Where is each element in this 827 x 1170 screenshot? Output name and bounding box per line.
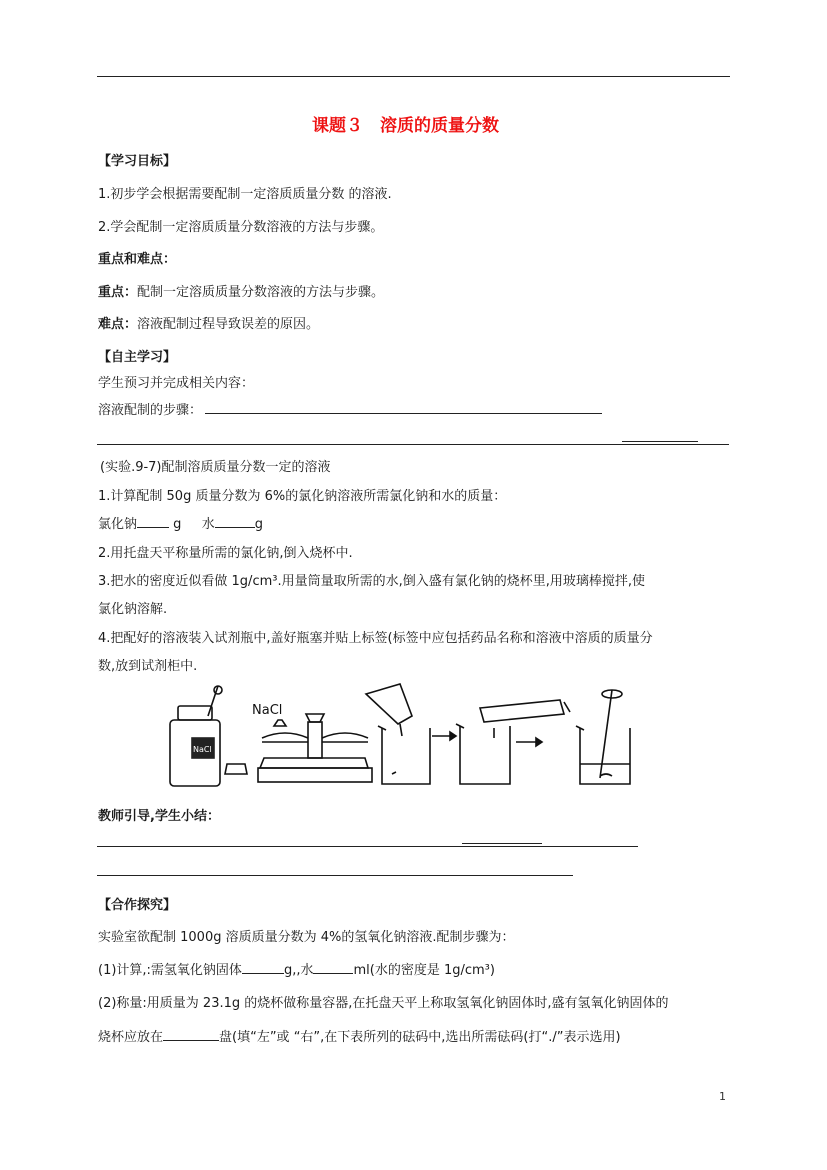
calculation-line <box>98 959 495 978</box>
water-unit: g <box>254 517 263 532</box>
step-3-line-1: 3.把水的密度近似看做 1g/cm³.用量筒量取所需的水,倒入盛有氯化钠的烧杯里,用玻璃棒搅拌,使 <box>98 574 645 589</box>
step-4-line-2: 数,放到试剂柜中. <box>98 659 198 674</box>
water-blank[interactable] <box>215 514 255 528</box>
step-2: 2.用托盘天平称量所需的氯化钠,倒入烧杯中. <box>98 546 353 561</box>
summary-line-2 <box>97 875 573 876</box>
nacl-water-line <box>98 513 263 532</box>
nacl-label: 氯化钠 <box>98 517 138 532</box>
cooperative-intro: 实验室欲配制 1000g 溶质质量分数为 4%的氢氧化钠溶液.配制步骤为： <box>98 930 515 945</box>
difficulty-line <box>98 313 319 332</box>
beaker-with-funnel-icon <box>366 684 430 784</box>
steps-answer-line <box>205 413 602 414</box>
balance-icon <box>258 714 372 782</box>
calc-prefix: (1)计算,:需氢氧化钠固体 <box>98 963 242 978</box>
header-rule <box>97 76 730 77</box>
key-point-line <box>98 281 384 300</box>
objective-item: 2.学会配制一定溶质质量分数溶液的方法与步骤。 <box>98 220 384 235</box>
key-text: 配制一定溶质质量分数溶液的方法与步骤。 <box>137 285 385 300</box>
weigh-suffix: 盘(填“左”或 “右”,在下表所列的砝码中,选出所需砝码(打“./”表示选用) <box>219 1030 621 1045</box>
experiment-figure <box>160 680 640 792</box>
page-number: 1 <box>719 1090 726 1103</box>
weighing-line-1: (2)称量:用质量为 23.1g 的烧杯做称量容器,在托盘天平上称取氢氧化钠固体时,盛有氢氧化钠固体的 <box>98 996 669 1011</box>
bottle-nacl-label: NaCl <box>193 745 212 754</box>
summary-line-1 <box>97 846 638 847</box>
stopper-icon <box>225 764 247 774</box>
steps-label: 溶液配制的步骤： <box>98 403 203 418</box>
naoh-mass-blank[interactable] <box>242 960 284 974</box>
arrow-icon <box>516 738 542 746</box>
objective-item: 1.初步学会根据需要配制一定溶质质量分数 的溶液. <box>98 187 392 202</box>
reagent-bottle-icon <box>170 686 222 786</box>
step-4-line-1: 4.把配好的溶液装入试剂瓶中,盖好瓶塞并贴上标签(标签中应包括药品名称和溶液中溶质的质量分 <box>98 631 653 646</box>
weigh-prefix: 烧杯应放在 <box>98 1030 164 1045</box>
objectives-heading: 【学习目标】 <box>98 154 177 169</box>
water-volume-blank[interactable] <box>313 960 353 974</box>
self-study-heading: 【自主学习】 <box>98 350 177 365</box>
nacl-blank[interactable] <box>137 514 169 528</box>
key-points-heading: 重点和难点： <box>98 252 177 267</box>
steps-answer-line-2-mark <box>622 441 698 442</box>
water-label: 水 <box>201 517 215 532</box>
summary-heading: 教师引导,学生小结： <box>98 809 220 824</box>
key-label: 重点： <box>98 285 138 300</box>
nacl-unit: g <box>173 517 182 532</box>
beaker-pouring-cylinder-icon <box>456 700 570 784</box>
difficulty-label: 难点： <box>98 317 138 332</box>
step-3-line-2: 氯化钠溶解. <box>98 602 168 617</box>
calc-suffix: ml(水的密度是 1g/cm³) <box>353 963 495 978</box>
balance-nacl-label: NaCl <box>252 703 283 718</box>
pan-side-blank[interactable] <box>163 1027 219 1041</box>
summary-line-1-mark <box>462 843 542 844</box>
page-title: 课题３ 溶质的质量分数 <box>312 116 499 136</box>
weighing-line-2 <box>98 1026 621 1045</box>
step-1: 1.计算配制 50g 质量分数为 6%的氯化钠溶液所需氯化钠和水的质量： <box>98 489 507 504</box>
self-study-intro: 学生预习并完成相关内容： <box>98 376 255 391</box>
calc-mid: g,,水 <box>283 963 314 978</box>
steps-answer-line-2 <box>97 444 729 445</box>
difficulty-text: 溶液配制过程导致误差的原因。 <box>137 317 320 332</box>
cooperative-heading: 【合作探究】 <box>98 898 177 913</box>
arrow-icon <box>432 732 456 740</box>
beaker-stirring-icon <box>576 690 630 784</box>
experiment-title: (实验.9-7)配制溶质质量分数一定的溶液 <box>100 460 331 475</box>
